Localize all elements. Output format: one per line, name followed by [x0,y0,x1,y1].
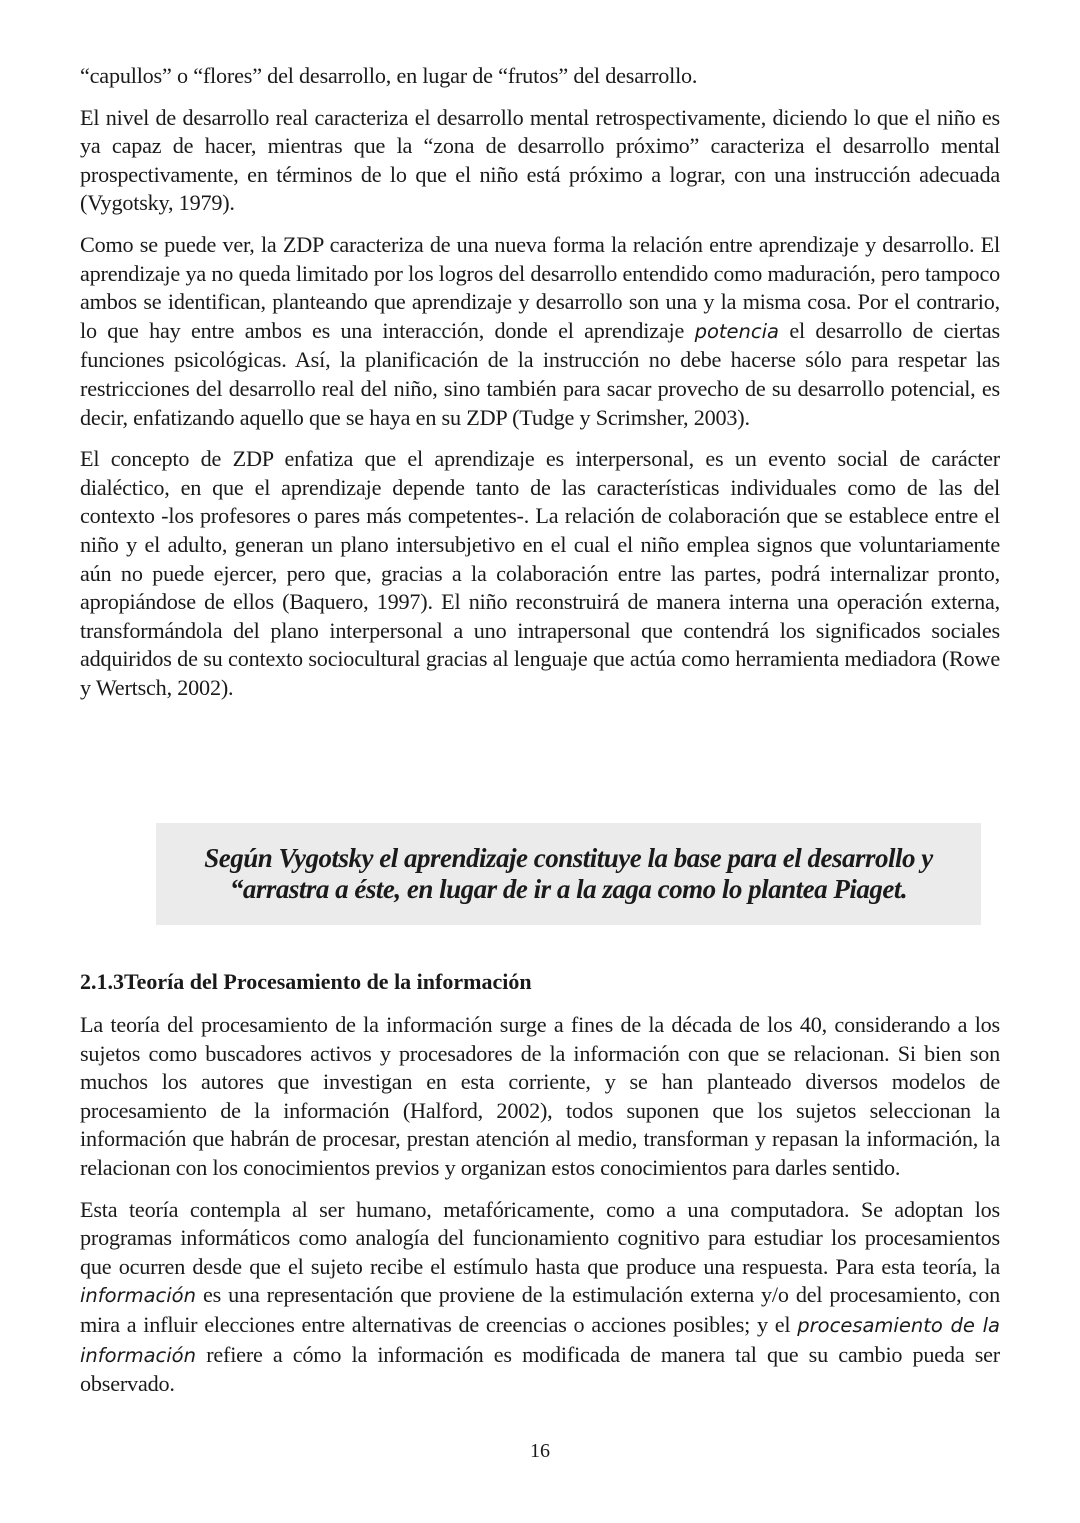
paragraph-concepto-zdp [80,445,1000,702]
paragraph-zdp-relacion [80,231,1000,432]
paragraph-text: Como se puede ver, la ZDP caracteriza de una nueva forma la relación entre aprendizaje y desarrollo. El aprendizaje ya no queda limitado por los logros del desarrollo entendido como maduración, pero tampoco ambos se identifican, planteando que aprendizaje y desarrollo son una y la misma cosa. Por el contrario, lo que hay entre ambos es una interacción, donde el aprendizaje [80,231,1000,343]
section-heading [80,968,532,996]
paragraph-capullos [80,62,1000,91]
emphasis-procesamiento-informacion: procesamiento de la información [80,1313,1001,1367]
highlight-callout-box [156,823,981,925]
paragraph-text: El nivel de desarrollo real caracteriza el desarrollo mental retrospectivamente, diciendo lo que el niño es ya capaz de hacer, mientras que la “zona de desarrollo próximo” caracteriza el desarrollo mental prospectivamente, en términos de lo que el niño está próximo a lograr, con una instrucción adecuada (Vygotsky, 1979). [80,104,1000,216]
paragraph-text: “capullos” o “flores” del desarrollo, en lugar de “frutos” del desarrollo. [80,63,698,88]
paragraph-teoria-procesamiento [80,1011,1000,1183]
paragraph-text: La teoría del procesamiento de la información surge a fines de la década de los 40, considerando a los sujetos como buscadores activos y procesadores de la información con que se relacionan. Si bien son muchos los autores que investigan en esta corriente, y se han planteado diversos modelos de procesamiento de la información (Halford, 2002), todos suponen que los sujetos seleccionan la información que habrán de procesar, prestan atención al medio, transforman y repasan la información, la relacionan con los conocimientos previos y organizan estos conocimientos para darles sentido. [80,1012,1000,1180]
paragraph-text: es una representación que proviene de la estimulación externa y/o del procesamiento, con mira a influir elecciones entre alternativas de creencias o acciones posibles; y el [80,1282,1000,1337]
paragraph-text: El concepto de ZDP enfatiza que el aprendizaje es interpersonal, es un evento social de carácter dialéctico, en que el aprendizaje depende tanto de las características individuales como de las del contexto -los profesores o pares más competentes-. La relación de colaboración que se establece entre el niño y el adulto, generan un plano intersubjetivo en el cual el niño emplea signos que voluntariamente aún no puede ejercer, pero que, gracias a la colaboración entre las partes, podrá internalizar pronto, apropiándose de ellos (Baquero, 1997). El niño reconstruirá de manera interna una operación externa, transformándola del plano interpersonal a uno intrapersonal que contendrá los significados sociales adquiridos de su contexto sociocultural gracias al lenguaje que actúa como herramienta mediadora (Rowe y Wertsch, 2002). [80,446,1000,700]
section-title: Teoría del Procesamiento de la información [124,969,532,994]
emphasis-potencia: potencia [694,319,779,343]
body-text-top [80,62,1000,715]
callout-text [204,843,932,905]
paragraph-text: refiere a cómo la información es modificada de manera tal que su cambio pueda ser observado. [80,1341,1000,1397]
callout-line-1: Según Vygotsky el aprendizaje constituye la base para el desarrollo y [204,843,933,873]
emphasis-informacion: información [80,1284,196,1308]
paragraph-nivel-desarrollo-real [80,104,1000,218]
paragraph-metafora-computadora [80,1196,1000,1399]
callout-line-2: “arrastra a éste, en lugar de ir a la zaga como lo plantea Piaget. [229,874,908,904]
paragraph-text: Esta teoría contempla al ser humano, metafóricamente, como a una computadora. Se adoptan los programas informáticos como analogía del funcionamiento cognitivo para estudiar los procesamientos que ocurren desde que el sujeto recibe el estímulo hasta que produce una respuesta. Para esta teoría, la [80,1196,1000,1279]
body-text-section [80,1011,1000,1412]
page-number: 16 [530,1440,550,1462]
section-number: 2.1.3 [80,969,124,994]
paragraph-text: el desarrollo de ciertas funciones psicológicas. Así, la planificación de la instrucción no debe hacerse sólo para respetar las restricciones del desarrollo real del niño, sino también para sacar provecho de su desarrollo potencial, es decir, enfatizando aquello que se haya en su ZDP (Tudge y Scrimsher, 2003). [80,317,1000,430]
